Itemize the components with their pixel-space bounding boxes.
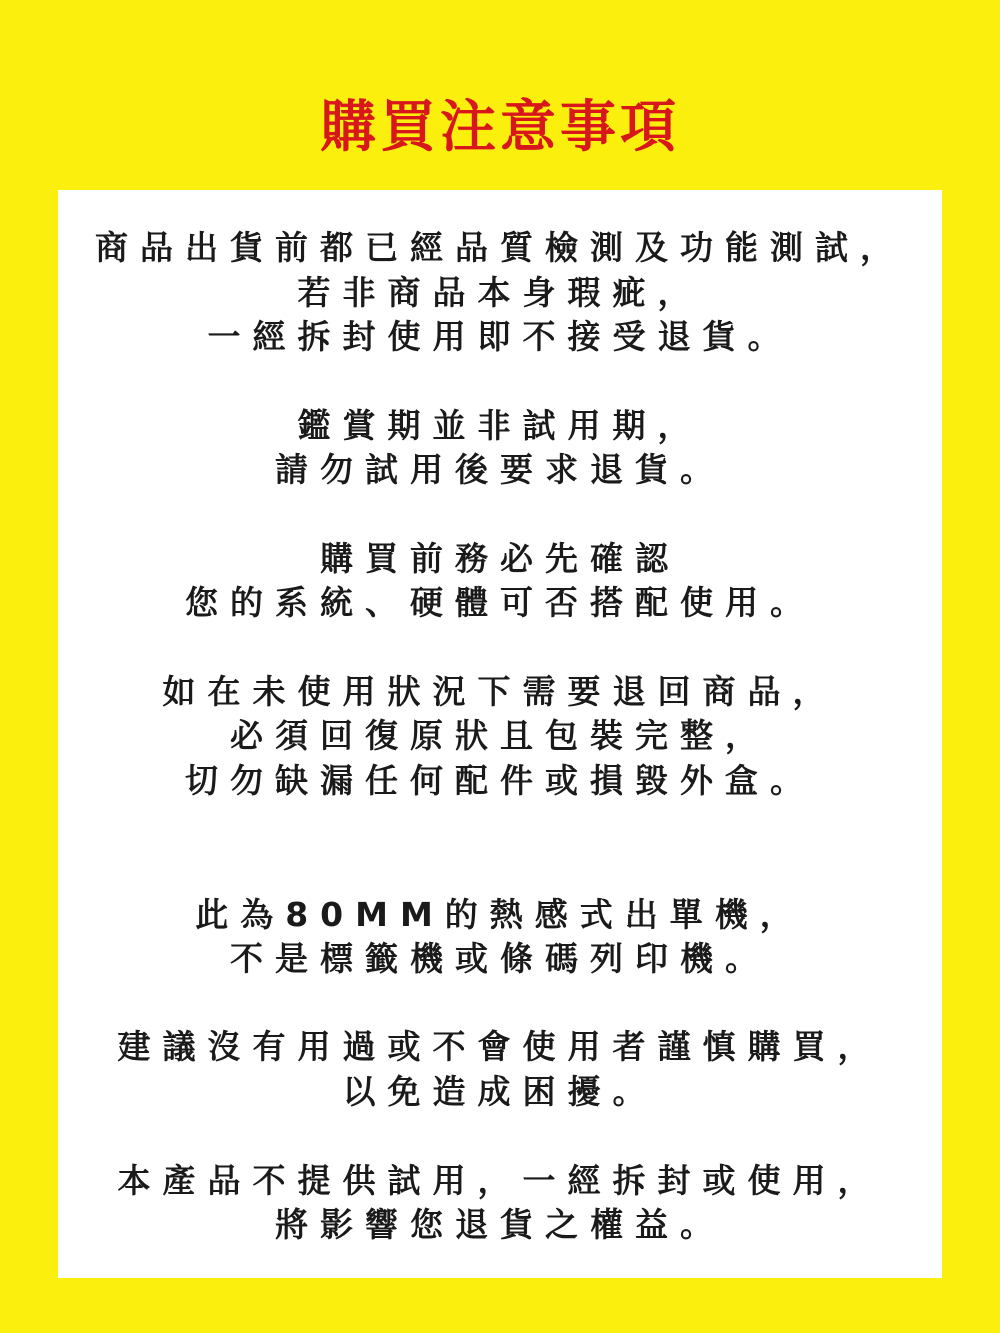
notice-line: 請勿試用後要求退貨。 <box>275 450 725 489</box>
notice-line: 您的系統、硬體可否搭配使用。 <box>185 583 815 622</box>
notice-line: 必須回復原狀且包裝完整， <box>230 716 770 755</box>
notice-line: 建議沒有用過或不會使用者謹慎購買， <box>117 1027 883 1066</box>
notice-line: 本產品不提供試用，一經拆封或使用， <box>117 1161 883 1200</box>
notice-panel <box>58 190 942 1278</box>
notice-line: 商品出貨前都已經品質檢測及功能測試， <box>95 228 905 267</box>
notice-line: 一經拆封使用即不接受退貨。 <box>207 317 793 356</box>
notice-line: 鑑賞期並非試用期， <box>297 406 703 445</box>
notice-line: 切勿缺漏任何配件或損毀外盒。 <box>185 761 815 800</box>
notice-line: 以免造成困擾。 <box>342 1072 658 1111</box>
notice-line: 若非商品本身瑕疵， <box>297 273 703 312</box>
notice-line: 不是標籤機或條碼列印機。 <box>230 939 770 978</box>
page-title: 購買注意事項 <box>320 95 680 160</box>
notice-line: 購買前務必先確認 <box>320 539 680 578</box>
notice-line: 此為80MM的熱感式出單機， <box>195 895 805 934</box>
notice-line: 將影響您退貨之權益。 <box>275 1205 725 1244</box>
notice-line: 如在未使用狀況下需要退回商品， <box>162 672 838 711</box>
